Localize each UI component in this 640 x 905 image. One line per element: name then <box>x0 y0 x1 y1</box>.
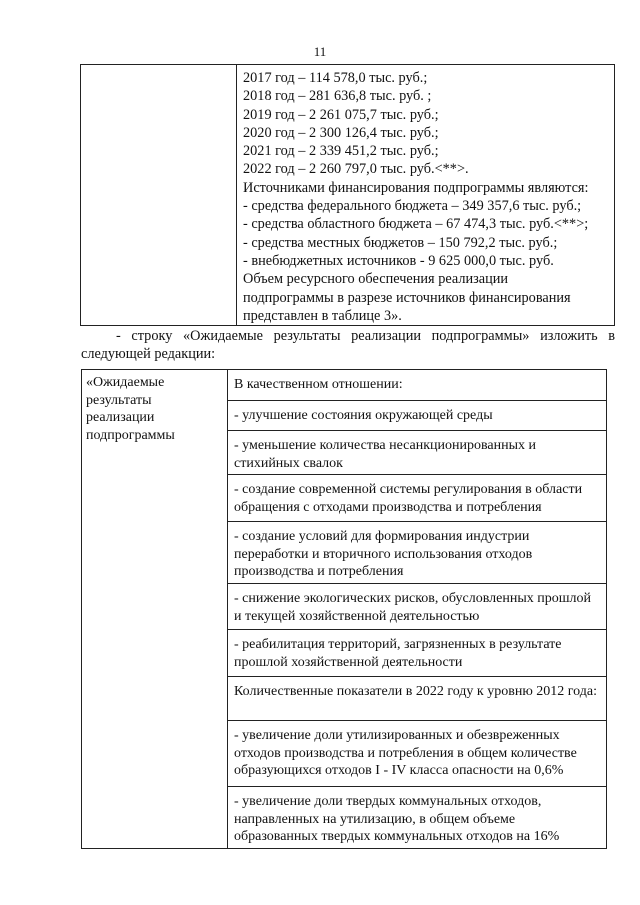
financing-line: - средства федерального бюджета – 349 357,6 тыс. руб.; <box>243 198 582 215</box>
financing-line: 2021 год – 2 339 451,2 тыс. руб.; <box>243 143 439 160</box>
page-number: 11 <box>313 44 327 59</box>
financing-line: 2022 год – 2 260 797,0 тыс. руб.<**>. <box>243 161 469 178</box>
result-row: Количественные показатели в 2022 году к уровню 2012 года: <box>228 677 607 721</box>
financing-line: 2017 год – 114 578,0 тыс. руб.; <box>243 70 428 86</box>
financing-line: - внебюджетных источников - 9 625 000,0 тыс. руб. <box>243 252 554 269</box>
result-row: - создание условий для формирования индустрии переработки и вторичного использования отходов производства и потребления <box>228 522 607 584</box>
financing-label-cell <box>81 65 237 326</box>
intro-paragraph: - строку «Ожидаемые результаты реализации подпрограммы» изложить в следующей редакции: <box>81 328 615 362</box>
financing-line: представлен в таблице 3». <box>243 307 402 324</box>
financing-line: 2018 год – 281 636,8 тыс. руб. ; <box>243 88 432 105</box>
result-row: - улучшение состояния окружающей среды <box>228 401 607 431</box>
result-row: - уменьшение количества несанкционированных и стихийных свалок <box>228 431 607 475</box>
financing-table <box>80 64 615 326</box>
financing-line: подпрограммы в разрезе источников финансирования <box>243 289 571 306</box>
financing-line: Источниками финансирования подпрограммы являются: <box>243 179 589 196</box>
result-row: - реабилитация территорий, загрязненных в результате прошлой хозяйственной деятельности <box>228 630 607 677</box>
result-row: - увеличение доли утилизированных и обезвреженных отходов производства и потребления в общем количестве образующихся отходов I - IV класса опасности на 0,6% <box>228 721 607 787</box>
result-row: - снижение экологических рисков, обусловленных прошлой и текущей хозяйственной деятельностью <box>228 584 607 630</box>
financing-content-cell <box>237 65 615 326</box>
result-row: В качественном отношении: <box>228 370 607 401</box>
expected-results-table <box>81 369 607 849</box>
result-row: - создание современной системы регулирования в области обращения с отходами производства и потребления <box>228 475 607 522</box>
financing-line: - средства областного бюджета – 67 474,3 тыс. руб.<**>; <box>243 216 589 233</box>
result-row: - увеличение доли твердых коммунальных отходов, направленных на утилизацию, в общем объеме образованных твердых коммунальных отходов на 16% <box>228 787 607 849</box>
financing-line: Объем ресурсного обеспечения реализации <box>243 271 509 288</box>
financing-line: 2019 год – 2 261 075,7 тыс. руб.; <box>243 106 439 123</box>
financing-line: - средства местных бюджетов – 150 792,2 тыс. руб.; <box>243 234 558 251</box>
financing-line: 2020 год – 2 300 126,4 тыс. руб.; <box>243 124 439 141</box>
expected-results-label: «Ожидаемые результаты реализации подпрограммы <box>82 370 228 849</box>
